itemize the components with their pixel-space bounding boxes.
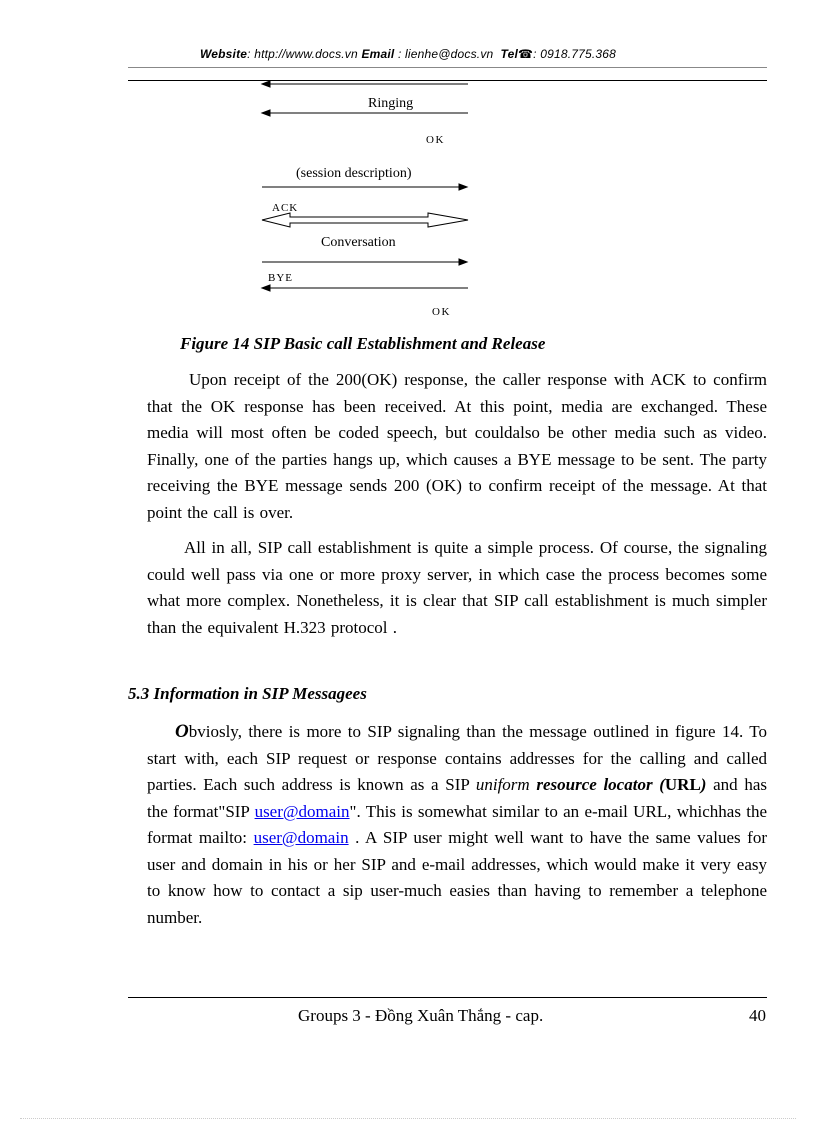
- page-number: 40: [749, 1006, 766, 1025]
- email-value: : lienhe@docs.vn: [394, 47, 494, 61]
- label-ack: ACK: [272, 202, 299, 214]
- website-label: Website: [199, 47, 248, 61]
- arrowhead-right-session: [459, 184, 467, 190]
- figure-caption: Figure 14 SIP Basic call Establishment and Release: [180, 334, 546, 353]
- term-close-paren: ): [700, 775, 707, 794]
- arrowhead-left-ringing: [262, 110, 270, 116]
- page-header: [0, 47, 816, 61]
- footer-text: Groups 3 - Đồng Xuân Thắng - cap.: [298, 1006, 544, 1025]
- paragraph-call-establishment: All in all, SIP call establishment is quite a simple process. Of course, the signaling could well pass via one or more proxy server, in which case the process becomes some what more complex. Nonetheless, it is clear that SIP call establishment is much simpler than the equivalent H.323 protocol .: [147, 538, 767, 637]
- email-label: Email: [361, 47, 395, 61]
- double-arrow-ack: [262, 213, 468, 227]
- website-value: : http://www.docs.vn: [247, 47, 358, 61]
- sip-call-flow-diagram: [250, 80, 490, 320]
- paragraph-sip-addresses: [147, 719, 767, 931]
- paragraph-ok-response: Upon receipt of the 200(OK) response, the caller response with ACK to confirm that the OK response has been received. At this point, media are exchanged. These media will most often be coded speech, but couldalso be other media such as video. Finally, one of the parties hangs up, which causes a BYE message to be sent. The party receiving the BYE message sends 200 (OK) to confirm receipt of the message. At that point the call is over.: [147, 370, 767, 522]
- text-run: . A SIP user might well want to have the same values for user and domain in his or her SIP and e-mail addresses, which would make it very easy to know how to contact a sip user-much easies than having to remember a telephone number.: [147, 828, 767, 927]
- label-ok-2: OK: [432, 306, 451, 318]
- drop-cap: O: [175, 721, 189, 742]
- label-session-description: (session description): [296, 166, 412, 181]
- label-ringing: Ringing: [368, 96, 414, 111]
- text-run: and has the format"SIP: [147, 775, 767, 821]
- term-url: URL: [664, 775, 701, 794]
- footer-rule: [128, 997, 767, 998]
- term-resource-locator: resource locator (: [536, 775, 665, 794]
- page-bottom-divider: [20, 1118, 796, 1119]
- arrowhead-left-top: [262, 81, 270, 87]
- link-user-domain-2[interactable]: user@domain: [253, 828, 349, 847]
- label-conversation: Conversation: [321, 235, 396, 250]
- tel-value: ☎: 0918.775.368: [518, 47, 617, 61]
- header-rule-thin: [128, 67, 767, 68]
- arrowhead-right-conversation: [459, 259, 467, 265]
- label-bye: BYE: [268, 272, 293, 284]
- tel-label: Tel: [500, 47, 518, 61]
- text-run: bviosly, there is more to SIP signaling than the message outlined in figure 14. To start with, each SIP request or response contains addresses for the calling and called parties. Each such address is known as a SIP: [147, 722, 767, 794]
- arrowhead-left-bye: [262, 285, 270, 291]
- label-ok-1: OK: [426, 134, 445, 146]
- link-user-domain-1[interactable]: user@domain: [254, 801, 350, 821]
- text-run: ". This is somewhat similar to an e-mail URL, whichhas the format mailto:: [147, 801, 767, 847]
- term-uniform: uniform: [475, 775, 530, 794]
- section-heading: 5.3 Information in SIP Messagees: [128, 684, 367, 703]
